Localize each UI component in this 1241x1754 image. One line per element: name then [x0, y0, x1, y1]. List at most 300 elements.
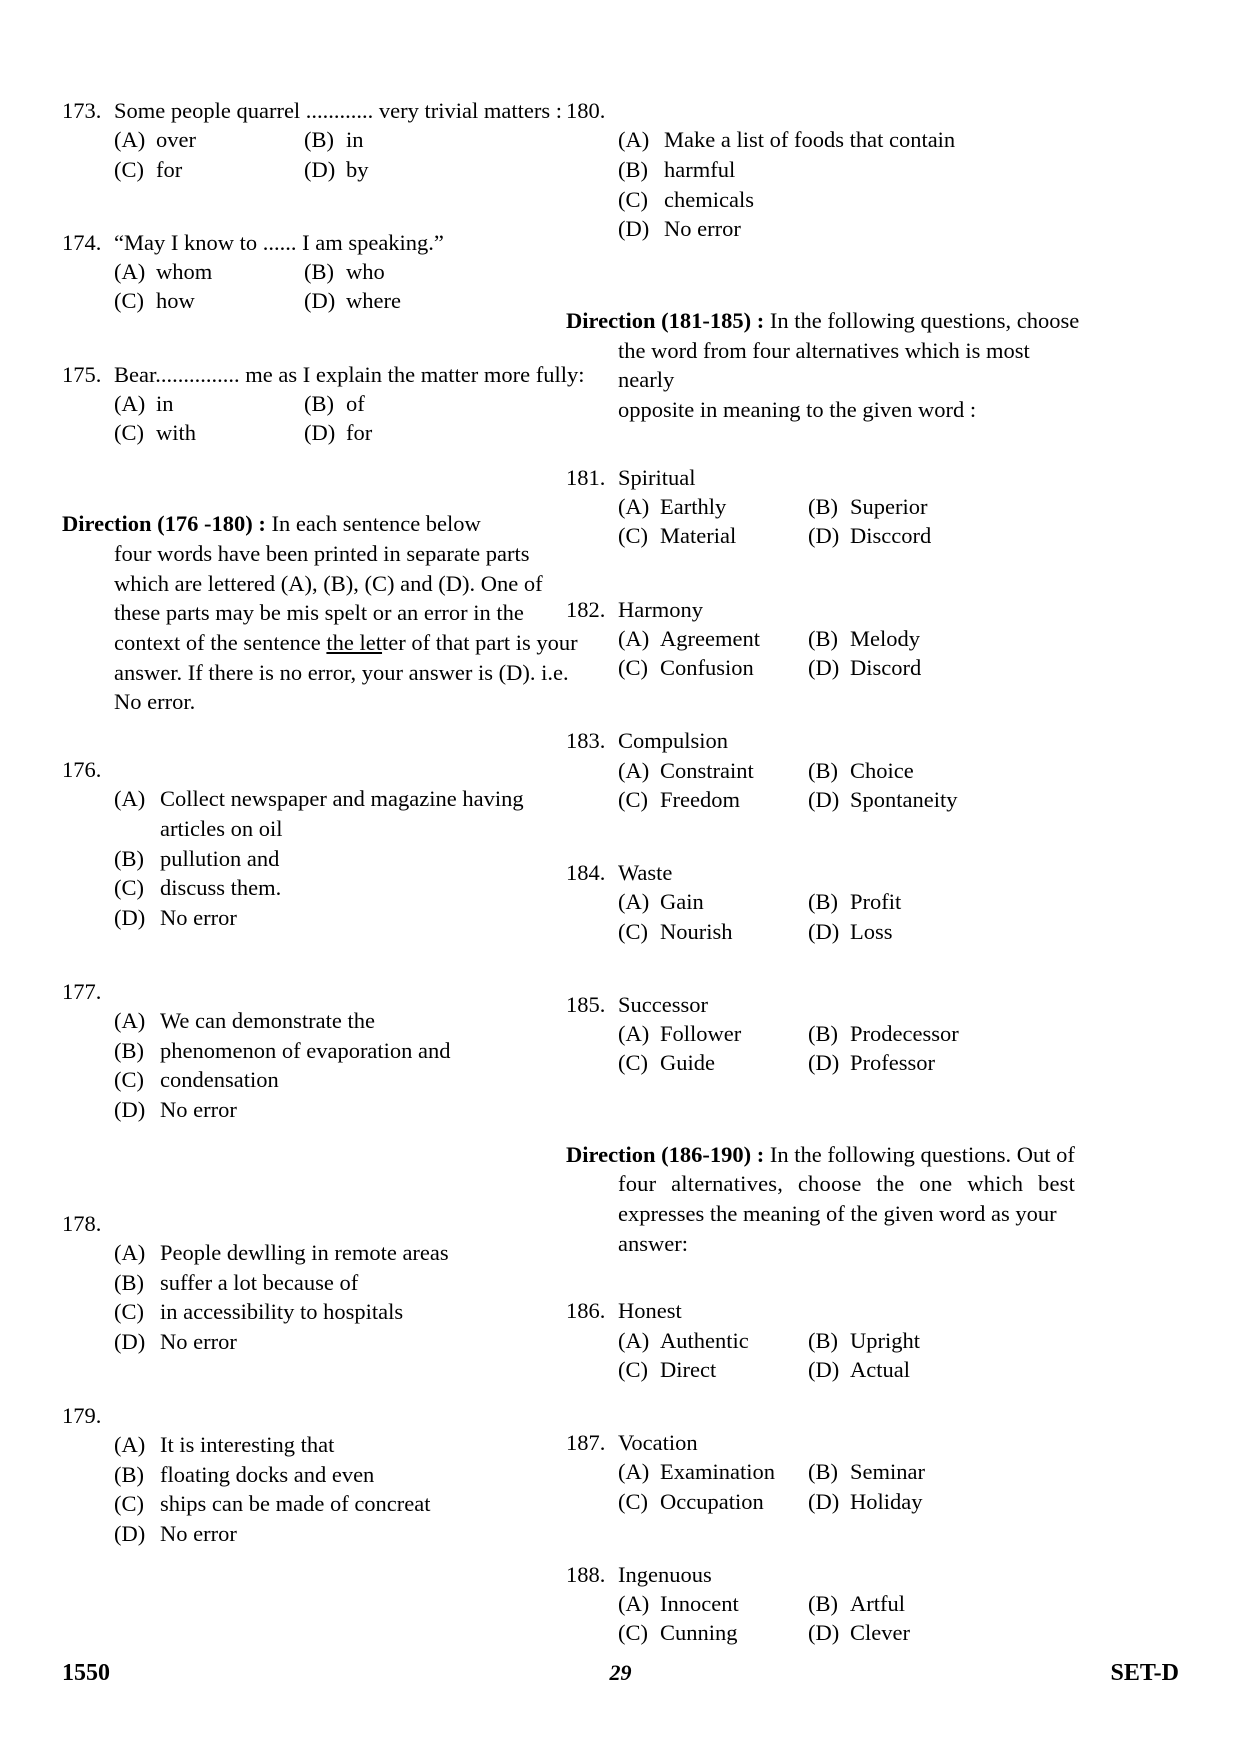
option-c[interactable]	[618, 185, 1086, 215]
option-row	[618, 1019, 1086, 1048]
option-label: (D)	[114, 1329, 146, 1355]
direction-text: opposite in meaning to the given word :	[618, 397, 977, 423]
direction-line	[62, 509, 582, 539]
question-header	[566, 990, 1086, 1019]
option-text: No error	[664, 216, 741, 242]
option-text: ships can be made of concreat	[160, 1491, 431, 1517]
option-text: Guide	[660, 1050, 715, 1076]
option-d[interactable]	[808, 521, 1008, 550]
options-list	[618, 125, 1086, 244]
option-d[interactable]	[114, 903, 582, 933]
option-c[interactable]	[618, 917, 808, 946]
question-header	[566, 1428, 1086, 1457]
option-text: Direct	[660, 1356, 717, 1382]
options-grid	[114, 257, 582, 316]
option-d[interactable]	[808, 1355, 1008, 1384]
option-row	[618, 492, 1086, 521]
option-label: (D)	[304, 420, 336, 445]
question-header	[62, 228, 582, 257]
direction-text: these parts may be mis spelt or an error in the	[114, 600, 524, 626]
option-text: discuss them.	[160, 875, 282, 901]
option-text: Constraint	[660, 757, 754, 783]
option-label: (A)	[618, 1459, 650, 1485]
option-label: (A)	[114, 127, 146, 153]
option-b[interactable]	[304, 389, 504, 418]
question-header	[62, 1209, 582, 1238]
option-row	[114, 125, 582, 154]
question-number: 173.	[62, 98, 102, 123]
direction-line	[566, 1229, 1086, 1259]
question-number: 186.	[566, 1298, 606, 1324]
option-a[interactable]	[114, 257, 304, 286]
spacer	[566, 710, 1086, 726]
option-text: Loss	[850, 918, 893, 944]
direction-text: In each sentence below	[265, 511, 481, 537]
option-label: (B)	[114, 1037, 144, 1063]
direction-line	[566, 395, 1086, 425]
option-text: Agreement	[660, 625, 760, 651]
direction-text: In the following questions. Out of	[764, 1141, 1075, 1167]
option-a[interactable]	[618, 887, 808, 916]
option-label: (D)	[808, 1488, 840, 1514]
option-label: (C)	[618, 918, 648, 944]
option-row	[618, 521, 1086, 550]
option-b[interactable]	[808, 887, 1008, 916]
option-text: Spontaneity	[850, 786, 958, 812]
direction-line	[62, 569, 582, 599]
option-label: (B)	[114, 1269, 144, 1295]
option-label: (B)	[304, 390, 334, 416]
question-number: 177.	[62, 978, 102, 1004]
spacer	[62, 1385, 582, 1401]
option-label: (C)	[618, 1488, 648, 1514]
question-word: Successor	[618, 991, 708, 1017]
question-number: 175.	[62, 361, 102, 387]
option-text: We can demonstrate the	[160, 1008, 375, 1033]
question-177	[62, 977, 582, 1125]
option-row	[618, 624, 1086, 653]
option-d[interactable]	[304, 286, 504, 315]
question-186	[566, 1296, 1086, 1384]
option-label: (D)	[808, 1050, 840, 1076]
direction-text: the word from four alternatives which is most nearly	[618, 337, 1030, 393]
question-header	[62, 755, 582, 784]
option-d[interactable]	[304, 155, 504, 184]
question-number: 182.	[566, 596, 606, 622]
options-list	[114, 1430, 582, 1549]
options-list	[114, 784, 582, 932]
option-text: Professor	[850, 1050, 935, 1076]
question-number: 179.	[62, 1402, 102, 1428]
option-c[interactable]	[114, 873, 582, 903]
option-text: of	[346, 390, 365, 416]
option-label: (C)	[618, 655, 648, 680]
option-text: pullution and	[160, 845, 280, 871]
option-label: (A)	[114, 259, 146, 284]
spacer	[566, 1544, 1086, 1560]
option-text: It is interesting that	[160, 1432, 335, 1457]
option-label: (B)	[808, 889, 838, 915]
option-text: Make a list of foods that contain	[664, 127, 956, 153]
options-grid	[618, 756, 1086, 815]
question-word: Compulsion	[618, 728, 729, 754]
option-text: Actual	[850, 1356, 910, 1382]
direction-186-190	[566, 1140, 1086, 1259]
option-c[interactable]	[618, 521, 808, 550]
option-b[interactable]	[808, 756, 1008, 785]
option-b[interactable]	[304, 257, 504, 286]
option-text: for	[346, 420, 373, 445]
question-182	[566, 595, 1086, 683]
option-label: (C)	[114, 1491, 144, 1517]
direction-line	[566, 1140, 1086, 1170]
option-label: (C)	[618, 186, 648, 212]
question-188	[566, 1560, 1086, 1648]
option-row	[618, 917, 1086, 946]
spacer	[566, 974, 1086, 990]
option-b[interactable]	[114, 1268, 582, 1298]
option-text: No error	[160, 1097, 237, 1123]
booklet-code: 1550	[62, 1660, 110, 1686]
option-b[interactable]	[304, 125, 504, 154]
option-text: Follower	[660, 1021, 742, 1046]
option-text: Cunning	[660, 1620, 738, 1646]
option-label: (C)	[618, 1356, 648, 1382]
option-label: (B)	[808, 757, 838, 783]
option-text: how	[156, 288, 195, 314]
question-header	[62, 96, 582, 125]
direction-lead: Direction (181-185) :	[566, 308, 765, 333]
options-list	[114, 1006, 582, 1125]
question-stem: Some people quarrel ............ very trivial matters :	[114, 98, 563, 123]
option-d[interactable]	[808, 1048, 1008, 1077]
option-label: (D)	[114, 905, 146, 931]
question-number: 180.	[566, 98, 606, 123]
option-b[interactable]	[808, 1326, 1008, 1355]
direction-line	[566, 306, 1086, 336]
options-list	[114, 1238, 582, 1357]
direction-text: ter of that part is your	[382, 630, 578, 655]
direction-lead: Direction (176 -180) :	[62, 511, 266, 537]
option-b[interactable]	[808, 1457, 1008, 1486]
option-a[interactable]	[618, 1457, 808, 1486]
question-word: Honest	[618, 1298, 682, 1324]
option-text: Seminar	[850, 1459, 925, 1485]
option-text: for	[156, 156, 183, 182]
option-c[interactable]	[114, 155, 304, 184]
direction-text: No error.	[114, 689, 196, 715]
option-text: who	[346, 259, 385, 284]
option-label: (B)	[808, 1459, 838, 1485]
option-c[interactable]	[114, 1489, 582, 1519]
option-text: People dewlling in remote areas	[160, 1240, 449, 1265]
option-label: (A)	[618, 757, 650, 783]
question-word: Ingenuous	[618, 1561, 712, 1587]
option-label: (B)	[304, 127, 334, 153]
option-label: (D)	[808, 786, 840, 812]
question-header	[566, 726, 1086, 755]
option-row	[618, 1589, 1086, 1618]
option-text: Confusion	[660, 655, 754, 680]
option-c[interactable]	[618, 785, 808, 814]
spacer	[566, 1412, 1086, 1428]
option-text: with	[156, 420, 197, 445]
option-label: (B)	[808, 1021, 838, 1046]
question-185	[566, 990, 1086, 1078]
option-c[interactable]	[618, 1048, 808, 1077]
option-row	[618, 1326, 1086, 1355]
option-a[interactable]	[618, 125, 1086, 155]
option-b[interactable]	[808, 1589, 1008, 1618]
question-stem: “May I know to ...... I am speaking.”	[114, 229, 444, 255]
option-d[interactable]	[808, 785, 1008, 814]
option-d[interactable]	[808, 1618, 1008, 1647]
spacer	[62, 739, 582, 755]
option-text: condensation	[160, 1067, 279, 1093]
direction-text: context of the sentence	[114, 630, 327, 655]
option-text: Earthly	[660, 494, 727, 519]
option-label: (A)	[618, 494, 650, 519]
option-a[interactable]	[618, 624, 808, 653]
option-b[interactable]	[808, 492, 1008, 521]
option-row	[114, 286, 582, 315]
option-text: over	[156, 127, 196, 153]
direction-underlined-text: the let	[326, 630, 383, 655]
option-text: Upright	[850, 1327, 920, 1353]
question-number: 174.	[62, 229, 102, 255]
option-label: (D)	[114, 1521, 146, 1547]
option-b[interactable]	[114, 1036, 582, 1066]
option-text: Nourish	[660, 918, 733, 944]
option-c[interactable]	[114, 1297, 582, 1327]
spacer	[566, 579, 1086, 595]
option-label: (D)	[808, 1356, 840, 1382]
direction-lead: Direction (186-190) :	[566, 1141, 765, 1167]
direction-text: four words have been printed in separate parts	[114, 540, 530, 566]
option-text: Clever	[850, 1620, 910, 1646]
option-row	[618, 887, 1086, 916]
option-label: (B)	[304, 259, 334, 284]
direction-176-180	[62, 509, 582, 717]
option-label: (D)	[114, 1097, 146, 1123]
option-text: phenomenon of evaporation and	[160, 1037, 451, 1063]
page-number: 29	[609, 1660, 632, 1685]
spacer	[566, 1106, 1086, 1140]
option-d[interactable]	[304, 418, 504, 447]
option-label: (A)	[618, 625, 650, 651]
options-grid	[618, 1589, 1086, 1648]
option-row	[114, 257, 582, 286]
question-header	[566, 858, 1086, 887]
option-a[interactable]	[114, 1430, 582, 1460]
options-grid	[618, 492, 1086, 551]
option-c[interactable]	[114, 1065, 582, 1095]
option-a[interactable]	[114, 125, 304, 154]
option-b[interactable]	[808, 624, 1008, 653]
spacer	[566, 272, 1086, 306]
set-label: SET-D	[1110, 1660, 1179, 1686]
option-text: Profit	[850, 889, 902, 915]
option-b[interactable]	[618, 155, 1086, 185]
option-text: Artful	[850, 1591, 905, 1616]
option-a[interactable]	[618, 756, 808, 785]
option-label: (C)	[618, 1620, 648, 1646]
option-label: (D)	[808, 655, 840, 680]
option-label: (C)	[114, 288, 144, 314]
option-d[interactable]	[808, 917, 1008, 946]
option-b[interactable]	[114, 844, 582, 874]
option-label: (A)	[618, 1591, 650, 1616]
option-row	[618, 756, 1086, 785]
option-label: (A)	[114, 1432, 146, 1457]
option-a[interactable]	[618, 1326, 808, 1355]
option-row	[618, 653, 1086, 682]
option-text: by	[346, 156, 369, 182]
option-a[interactable]	[618, 1019, 808, 1048]
option-label: (B)	[808, 1327, 838, 1353]
question-number: 188.	[566, 1561, 606, 1587]
option-b[interactable]	[808, 1019, 1008, 1048]
question-number: 187.	[566, 1430, 606, 1455]
question-header	[62, 360, 585, 389]
option-label: (C)	[618, 1050, 648, 1076]
option-text: whom	[156, 259, 213, 284]
option-label: (B)	[618, 156, 648, 182]
options-grid	[618, 1457, 1086, 1516]
question-187	[566, 1428, 1086, 1516]
option-label: (D)	[808, 523, 840, 549]
option-c[interactable]	[618, 1355, 808, 1384]
option-label: (C)	[114, 1299, 144, 1325]
option-text: No error	[160, 1329, 237, 1355]
direction-text: expresses the meaning of the given word as your	[618, 1200, 1057, 1226]
question-179	[62, 1401, 582, 1549]
option-text: Melody	[850, 625, 920, 651]
option-label: (D)	[808, 918, 840, 944]
option-text: in accessibility to hospitals	[160, 1299, 404, 1325]
question-number: 176.	[62, 757, 102, 783]
page-footer	[62, 1660, 1179, 1690]
option-text: floating docks and even	[160, 1461, 375, 1487]
option-d[interactable]	[114, 1327, 582, 1357]
option-label: (C)	[618, 786, 648, 812]
question-184	[566, 858, 1086, 946]
option-label: (A)	[114, 390, 146, 416]
option-d[interactable]	[808, 653, 1008, 682]
options-grid	[618, 887, 1086, 946]
option-d[interactable]	[114, 1095, 582, 1125]
question-174	[62, 228, 582, 316]
question-number: 184.	[566, 860, 606, 885]
option-d[interactable]	[618, 214, 1086, 244]
spacer	[62, 344, 582, 360]
option-text: Occupation	[660, 1488, 764, 1514]
direction-line	[62, 539, 582, 569]
option-c[interactable]	[618, 1487, 808, 1516]
option-a[interactable]	[618, 492, 808, 521]
option-c[interactable]	[114, 418, 304, 447]
question-173	[62, 96, 582, 184]
question-178	[62, 1209, 582, 1357]
option-label: (B)	[808, 494, 838, 519]
option-label: (D)	[618, 216, 650, 242]
spacer	[566, 447, 1086, 463]
option-text: in	[156, 390, 174, 416]
option-text: Innocent	[660, 1591, 739, 1616]
question-header	[566, 96, 1086, 125]
option-label: (B)	[114, 1461, 144, 1487]
option-c[interactable]	[114, 286, 304, 315]
question-header	[62, 1401, 582, 1430]
option-text: Discord	[850, 655, 922, 680]
option-c[interactable]	[618, 1618, 808, 1647]
option-a[interactable]	[114, 389, 304, 418]
option-row	[114, 389, 582, 418]
option-text: Choice	[850, 757, 914, 783]
option-row	[618, 1355, 1086, 1384]
right-column	[566, 96, 1086, 1676]
option-label: (A)	[618, 889, 650, 915]
question-word: Harmony	[618, 596, 703, 622]
option-label: (C)	[618, 523, 648, 549]
option-d[interactable]	[114, 1519, 582, 1549]
option-text: harmful	[664, 156, 736, 182]
direction-line	[62, 598, 582, 628]
option-text: No error	[160, 1521, 237, 1547]
options-grid	[114, 125, 582, 184]
question-word: Spiritual	[618, 464, 696, 490]
spacer	[566, 842, 1086, 858]
left-column	[62, 96, 585, 1577]
direction-line	[62, 687, 582, 717]
option-label: (A)	[618, 1327, 650, 1353]
option-a[interactable]	[114, 784, 582, 843]
spacer	[62, 1153, 582, 1209]
option-row	[618, 785, 1086, 814]
spacer	[62, 212, 582, 228]
question-number: 183.	[566, 728, 606, 754]
option-a[interactable]	[114, 1006, 582, 1036]
question-header	[566, 1560, 1086, 1589]
option-d[interactable]	[808, 1487, 1008, 1516]
options-grid	[114, 389, 582, 448]
option-label: (D)	[304, 156, 336, 182]
option-a[interactable]	[618, 1589, 808, 1618]
direction-line	[62, 628, 582, 658]
question-word: Vocation	[618, 1430, 698, 1455]
question-176	[62, 755, 582, 933]
option-row	[114, 155, 582, 184]
option-label: (B)	[808, 1591, 838, 1616]
option-label: (C)	[114, 420, 144, 445]
option-a[interactable]	[114, 1238, 582, 1268]
options-grid	[618, 1019, 1086, 1078]
option-label: (B)	[114, 845, 144, 871]
question-word: Waste	[618, 860, 673, 885]
option-row	[114, 418, 582, 447]
option-text: Authentic	[660, 1327, 749, 1353]
option-text: Gain	[660, 889, 704, 915]
option-b[interactable]	[114, 1460, 582, 1490]
option-text: Examination	[660, 1459, 775, 1485]
option-row	[618, 1487, 1086, 1516]
direction-line	[566, 1169, 1086, 1199]
question-number: 185.	[566, 991, 606, 1017]
question-number: 181.	[566, 464, 606, 490]
question-183	[566, 726, 1086, 814]
option-c[interactable]	[618, 653, 808, 682]
question-stem: Bear............... me as I explain the matter more fully:	[114, 361, 585, 387]
